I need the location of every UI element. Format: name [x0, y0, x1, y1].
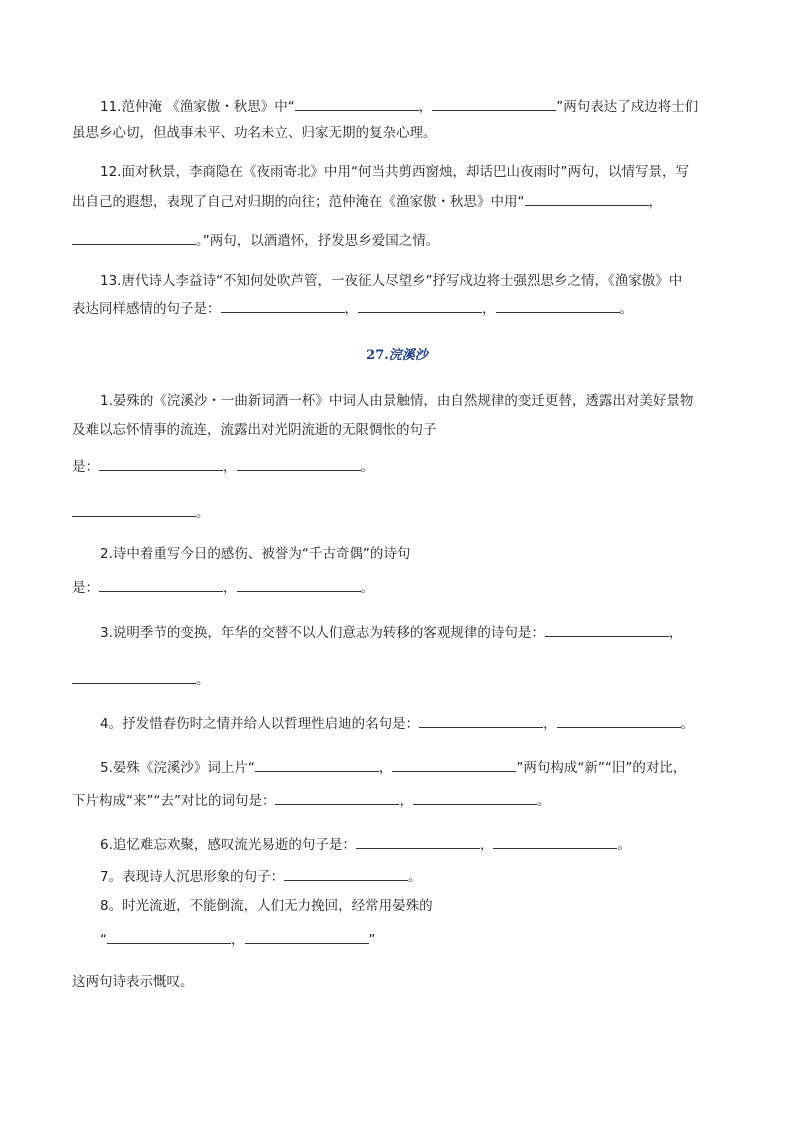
q11-text: ”两句表达了戍边将士们	[556, 99, 699, 115]
q12-text: 出自己的遐想，表现了自己对归期的向往；范仲淹在《渔家傲・秋思》中用“	[72, 194, 525, 210]
s4-line1	[100, 713, 694, 734]
separator: ，	[399, 793, 413, 809]
answer-blank[interactable]	[432, 96, 556, 111]
s5-line2	[72, 790, 550, 811]
close-quote: ”	[368, 932, 376, 948]
s2-text: 是：	[72, 580, 99, 596]
s5-text: 下片构成“来”“去”对比的词句是：	[72, 793, 276, 809]
q11-text: 11.范仲淹 《渔家傲・秋思》中“	[100, 99, 295, 115]
open-quote: “	[100, 932, 107, 948]
answer-blank[interactable]	[496, 298, 620, 313]
q12-line3	[72, 230, 439, 251]
answer-blank[interactable]	[99, 456, 223, 471]
q11-line2: 虽思乡心切，但战事未平、功名未立、归家无期的复杂心理。	[72, 125, 437, 141]
answer-blank[interactable]	[419, 713, 543, 728]
answer-blank[interactable]	[275, 790, 399, 805]
q12-line1: 12.面对秋景，李商隐在《夜雨寄北》中用“何当共剪西窗烛，却话巴山夜雨时”两句，以情写景，写	[100, 164, 689, 180]
separator: ，	[231, 932, 245, 948]
s1-text: 是：	[72, 459, 99, 475]
separator: ，	[543, 716, 557, 732]
s2-line2	[72, 577, 374, 598]
q11-line1	[100, 96, 698, 117]
end-punct: 。	[408, 869, 422, 885]
answer-blank[interactable]	[525, 191, 649, 206]
answer-blank[interactable]	[493, 834, 617, 849]
answer-blank[interactable]	[72, 502, 196, 517]
answer-blank[interactable]	[358, 298, 482, 313]
answer-blank[interactable]	[356, 834, 480, 849]
end-punct: 。	[680, 716, 695, 732]
section-heading	[0, 344, 794, 363]
end-punct: 。	[617, 837, 631, 853]
s5-text: 5.晏殊《浣溪沙》词上片“	[100, 760, 255, 776]
answer-blank[interactable]	[72, 230, 196, 245]
q13-line2	[72, 298, 633, 319]
separator: ，	[482, 301, 496, 317]
separator: ，	[479, 837, 494, 853]
s3-line1	[100, 622, 682, 643]
separator: ，	[223, 580, 237, 596]
answer-blank[interactable]	[221, 298, 345, 313]
s1-line1: 1.晏殊的《浣溪沙・一曲新词酒一杯》中词人由景触情，由自然规律的变迁更替，透露出对美好景物	[100, 393, 694, 409]
separator: ，	[668, 625, 683, 641]
s4-text: 4。抒发惜春伤时之情并给人以哲理性启迪的名句是：	[100, 716, 420, 732]
answer-blank[interactable]	[284, 866, 408, 881]
answer-blank[interactable]	[557, 713, 681, 728]
s6-text: 6.追忆难忘欢聚，感叹流光易逝的句子是：	[100, 837, 356, 853]
s3-line2	[72, 669, 210, 690]
s3-text: 3.说明季节的变换，年华的交替不以人们意志为转移的客观规律的诗句是：	[100, 625, 545, 641]
s5-line1	[100, 757, 686, 778]
s7-line1	[100, 866, 422, 887]
answer-blank[interactable]	[392, 757, 516, 772]
answer-blank[interactable]	[295, 96, 419, 111]
end-punct: 。	[196, 672, 210, 688]
end-punct: 。	[536, 793, 551, 809]
answer-blank[interactable]	[72, 669, 196, 684]
s7-text: 7。表现诗人沉思形象的句子：	[100, 869, 285, 885]
separator: ，	[418, 99, 433, 115]
q12-text: 。”两句，以酒遣怀，抒发思乡爱国之情。	[196, 233, 440, 249]
s1-line3	[72, 456, 374, 477]
separator: ，	[378, 760, 393, 776]
s8-line3: 这两句诗表示慨叹。	[72, 974, 194, 990]
answer-blank[interactable]	[255, 757, 379, 772]
separator: ，	[648, 194, 662, 210]
s1-line4	[72, 502, 210, 523]
q13-text: 表达同样感情的句子是：	[72, 301, 221, 317]
end-punct: 。	[360, 459, 374, 475]
answer-blank[interactable]	[99, 577, 223, 592]
section-number: 27.	[366, 348, 389, 363]
separator: ，	[344, 301, 358, 317]
end-punct: 。	[360, 580, 374, 596]
separator: ，	[223, 459, 237, 475]
answer-blank[interactable]	[245, 929, 369, 944]
answer-blank[interactable]	[545, 622, 669, 637]
s1-line2: 及难以忘怀情事的流连，流露出对光阴流逝的无限惆怅的句子	[72, 422, 437, 438]
s8-line1: 8。时光流逝，不能倒流，人们无力挽回，经常用晏殊的	[100, 898, 433, 914]
q13-line1: 13.唐代诗人李益诗“不知何处吹芦管，一夜征人尽望乡”抒写戍边将士强烈思乡之情，《渔家傲》中	[100, 273, 683, 289]
answer-blank[interactable]	[237, 577, 361, 592]
end-punct: 。	[619, 301, 633, 317]
answer-blank[interactable]	[237, 456, 361, 471]
s8-line2	[100, 929, 376, 950]
s5-text: ”两句构成“新”“旧”的对比，	[516, 760, 687, 776]
answer-blank[interactable]	[107, 929, 231, 944]
s2-line1: 2.诗中着重写今日的感伤、被誉为“千古奇偶”的诗句	[100, 546, 411, 562]
q12-line2	[72, 191, 662, 212]
s6-line1	[100, 834, 631, 855]
answer-blank[interactable]	[413, 790, 537, 805]
section-title: 浣溪沙	[388, 348, 428, 363]
end-punct: 。	[196, 505, 210, 521]
